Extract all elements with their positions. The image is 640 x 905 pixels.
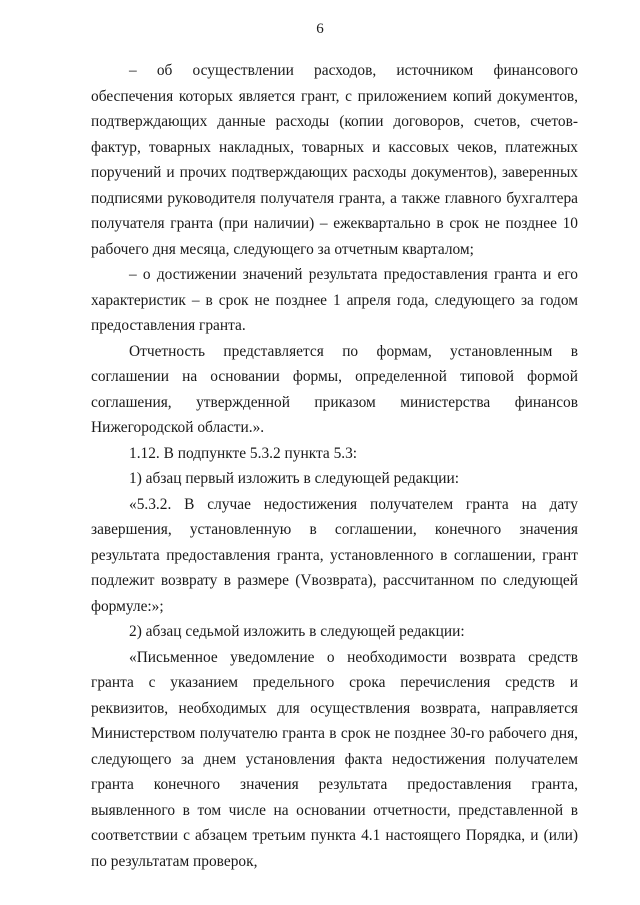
- paragraph-report-forms: Отчетность представляется по формам, установленным в соглашении на основании формы, определенной типовой формой соглашения, утвержденной приказом министерства финансов Нижегородской области.».: [91, 342, 578, 436]
- paragraph-subitem-2: 2) абзац седьмой изложить в следующей редакции:: [129, 623, 465, 640]
- paragraph-result-report: – о достижении значений результата предоставления гранта и его характеристик – в срок не позднее 1 апреля года, следующего за годом предоставления гранта.: [91, 266, 578, 334]
- paragraph-expense-report: – об осуществлении расходов, источником финансового обеспечения которых является грант, с приложением копий документов, подтверждающих данные расходы (копии договоров, счетов, счетов-фактур, товарных накладных, товарных и кассовых чеков, платежных поручений и прочих подтверждающих расходы документов), заверенных подписями руководителя получателя гранта, а также главного бухгалтера получателя гранта (при наличии) – ежеквартально в срок не позднее 10 рабочего дня месяца, следующего за отчетным кварталом;: [91, 62, 578, 258]
- page-number: 6: [316, 21, 324, 37]
- paragraph-clause-5-3-2: «5.3.2. В случае недостижения получателем гранта на дату завершения, установленную в соглашении, конечного значения результата предоставления гранта, установленного в соглашении, грант подлежит возврату в размере (Vвозврата), рассчитанном по следующей формуле:»;: [91, 495, 578, 615]
- paragraph-item-1-12: 1.12. В подпункте 5.3.2 пункта 5.3:: [129, 444, 358, 462]
- paragraph-written-notice: «Письменное уведомление о необходимости возврата средств гранта с указанием предельного срока перечисления средств и реквизитов, необходимых для осуществления возврата, направляется Министерством получателю гранта в срок не позднее 30-го рабочего дня, следующего за днем установления факта недостижения получателем гранта конечного значения результата предоставления гранта, выявленного в том числе на основании отчетности, представленной в соответствии с абзацем третьим пункта 4.1 настоящего Порядка, и (или) по результатам проверок,: [91, 648, 578, 870]
- paragraph-subitem-1: 1) абзац первый изложить в следующей редакции:: [129, 470, 460, 487]
- document-body: [91, 58, 578, 874]
